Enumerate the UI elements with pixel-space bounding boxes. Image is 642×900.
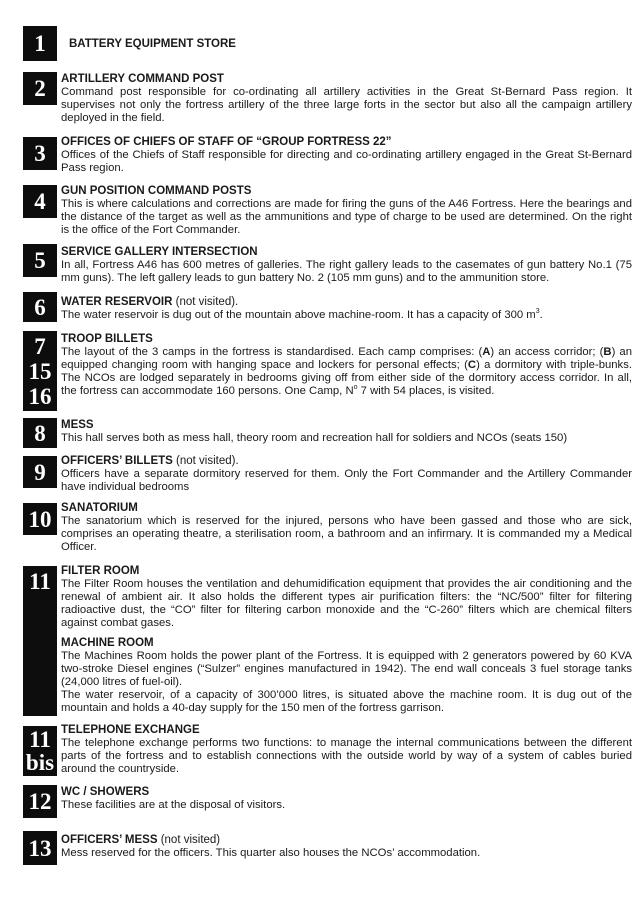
- section-text: [61, 346, 632, 398]
- text-part: ) an equipped changing room with hanging space and lockers for personal effects; (: [61, 346, 632, 371]
- number-badge-11: [23, 566, 57, 716]
- number-badge-9: [23, 456, 57, 488]
- section-9: [61, 455, 632, 494]
- badge-number: 11: [29, 727, 51, 752]
- section-text: Command post responsible for co-ordinating all artillery activities in the Great St-Bernard Pass region. It supervises not only the fortress artillery of the three large forts in the sector but also all the campaign artillery deployed in the field.: [61, 86, 632, 124]
- section-text-line: [61, 309, 632, 322]
- number-badge-8: [23, 418, 57, 448]
- section-8: [61, 419, 632, 445]
- section-title: TELEPHONE EXCHANGE: [61, 724, 200, 736]
- section-text: This is where calculations and corrections are made for firing the guns of the A46 Fortress. Here the bearings and the distance of the target as well as the ammunitions and type of charge to be used are determined. On the right is the office of the Fort Commander.: [61, 198, 632, 236]
- badge-number: 15: [28, 358, 52, 384]
- section-text: The Machines Room holds the power plant of the Fortress. It is equipped with 2 generators powered by 60 KVA two-stroke Diesel engines (“Sulzer” engines manufactured in 1942). The end wall conceals 3 fuel storage tanks (24,000 litres of fuel-oil).: [61, 650, 632, 688]
- badge-number: 6: [34, 294, 46, 320]
- superscript: o: [353, 384, 358, 392]
- number-badge-3: [23, 137, 57, 170]
- text-end: .: [539, 309, 543, 321]
- badge-number: 12: [28, 789, 52, 814]
- section-2: [61, 73, 632, 125]
- badge-number: 3: [34, 141, 46, 166]
- badge-number: 16: [28, 383, 52, 409]
- bold-letter: C: [467, 359, 477, 371]
- section-6: [61, 296, 632, 322]
- section-title-line: [61, 455, 632, 468]
- section-13: [61, 834, 632, 860]
- section-text: This hall serves both as mess hall, theory room and recreation hall for soldiers and NCOs (seats 150): [61, 432, 568, 444]
- badge-number: 8: [34, 420, 46, 446]
- bold-letter: A: [482, 346, 491, 358]
- text-part: 7 with 54 places, is visited.: [357, 385, 495, 397]
- section-title: SERVICE GALLERY INTERSECTION: [61, 246, 258, 258]
- number-badge-2: [23, 72, 57, 105]
- section-title: OFFICERS’ MESS: [61, 834, 158, 846]
- badge-number: 1: [34, 31, 46, 56]
- section-text: The telephone exchange performs two functions: to manage the internal communications between the different parts of the fortress and to establish connections with the outside world by way of a system of cables buried around the countryside.: [61, 737, 632, 775]
- badge-number: 11: [29, 569, 51, 594]
- section-title: GUN POSITION COMMAND POSTS: [61, 185, 252, 197]
- section-title: ARTILLERY COMMAND POST: [61, 73, 224, 85]
- section-title: TROOP BILLETS: [61, 333, 153, 345]
- title-note: (not visited).: [175, 296, 239, 308]
- section-text: The water reservoir is dug out of the mountain above machine-room. It has a capacity of 300 m: [61, 309, 536, 321]
- title-note: (not visited): [160, 834, 221, 846]
- section-11-bis: [61, 724, 632, 776]
- superscript: 3: [535, 308, 540, 316]
- section-text: The Filter Room houses the ventilation and dehumidification equipment that provides the air conditioning and the renewal of ambient air. It also holds the different types air purification filters: the “NC/500” filter for filtering radioactive dust, the “CO” filter for filtering carbon monoxide and the “C-260” filters which are chemical filters against combat gases.: [61, 578, 632, 629]
- section-text: Mess reserved for the officers. This quarter also houses the NCOs’ accommodation.: [61, 847, 481, 859]
- section-4: [61, 185, 632, 237]
- badge-number: 4: [34, 189, 46, 214]
- text-part: The layout of the 3 camps in the fortress is standardised. Each camp comprises: (: [61, 346, 483, 358]
- number-badge-12: [23, 785, 57, 818]
- section-text: The water reservoir, of a capacity of 300’000 litres, is situated above the machine room. It is dug out of the mountain and holds a 40-day supply for the 150 men of the fortress garrison.: [61, 689, 632, 714]
- badge-number: 9: [34, 459, 46, 485]
- section-title: WC / SHOWERS: [61, 786, 150, 798]
- section-title-line: [61, 296, 632, 309]
- section-text: The sanatorium which is reserved for the injured, persons who have been gassed and those who are sick, comprises an operating theatre, a sterilisation room, a bathroom and an infirmary. It is commanded my a Medical Officer.: [61, 515, 632, 553]
- badge-number: 10: [28, 506, 52, 532]
- section-title: OFFICERS’ BILLETS: [61, 455, 173, 467]
- text-part: ) an access corridor; (: [490, 346, 604, 358]
- title-note: (not visited).: [176, 455, 239, 467]
- section-title: FILTER ROOM: [61, 565, 140, 577]
- number-badge-6: [23, 292, 57, 322]
- number-badge-4: [23, 185, 57, 218]
- section-10: [61, 502, 632, 554]
- section-subtitle: MACHINE ROOM: [61, 637, 154, 649]
- section-title: WATER RESERVOIR: [61, 296, 173, 308]
- section-title: OFFICES OF CHIEFS OF STAFF OF “GROUP FORTRESS 22”: [61, 136, 392, 148]
- section-title: MESS: [61, 419, 94, 431]
- number-badge-10: [23, 503, 57, 535]
- number-badge-7-15-16: [23, 331, 57, 411]
- badge-number: 2: [34, 76, 46, 101]
- number-badge-1: [23, 26, 57, 61]
- text-part: ) a dormitory with triple-bunks. The NCOs are lodged separately in bedrooms giving off from either side of the dormitory access corridor. In all, the fortress can accommodate 160 persons. One Camp, N: [61, 359, 632, 397]
- section-1: [69, 38, 632, 51]
- section-text: In all, Fortress A46 has 600 metres of galleries. The right gallery leads to the casemates of gun battery No.1 (75 mm guns). The left gallery leads to gun battery No. 2 (105 mm guns) and to the ammunition store.: [61, 259, 632, 284]
- section-12: [61, 786, 632, 812]
- number-badge-13: [23, 831, 57, 865]
- badge-number: 13: [28, 835, 52, 861]
- bold-letter: B: [603, 346, 612, 358]
- badge-number: 7: [34, 333, 46, 359]
- section-text: Offices of the Chiefs of Staff responsible for directing and co-ordinating artillery engaged in the Great St-Bernard Pass region.: [61, 149, 632, 174]
- number-badge-11-bis: [23, 726, 57, 776]
- section-text: These facilities are at the disposal of visitors.: [61, 799, 286, 811]
- section-title: SANATORIUM: [61, 502, 138, 514]
- badge-number: 5: [34, 248, 46, 273]
- badge-suffix: bis: [25, 750, 55, 775]
- section-text: Officers have a separate dormitory reserved for them. Only the Fort Commander and the Artillery Commander have individual bedrooms: [61, 468, 632, 493]
- number-badge-5: [23, 244, 57, 277]
- section-3: [61, 136, 632, 175]
- section-title-line: [61, 834, 632, 847]
- section-11: [61, 565, 632, 715]
- section-5: [61, 246, 632, 285]
- section-title: BATTERY EQUIPMENT STORE: [69, 38, 236, 50]
- section-7-15-16: [61, 333, 632, 398]
